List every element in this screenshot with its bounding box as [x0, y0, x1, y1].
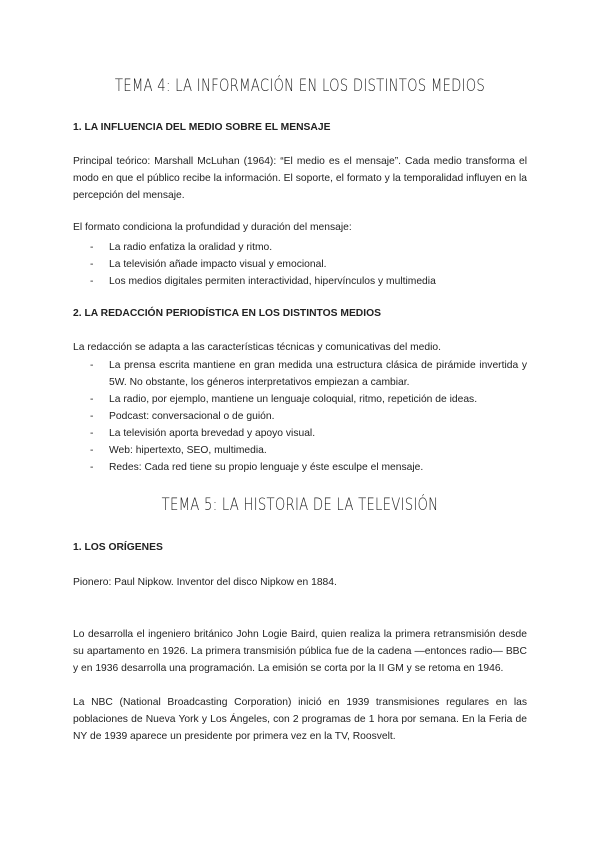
tema4-section1-intro: El formato condiciona la profundidad y duración del mensaje: [73, 222, 352, 233]
tema5-title: TEMA 5: LA HISTORIA DE LA TELEVISIÓN [161, 495, 439, 515]
list-item: - La televisión aporta brevedad y apoyo visual. [90, 428, 316, 439]
tema5-paragraph-baird: Lo desarrolla el ingeniero británico John Logie Baird, quien realiza la primera retransmisión desde su apartamento en 1926. La primera transmisión pública fue de la cadena —entonces radio— BBC y en 1936 desarrolla una programación. La emisión se corta por la II GM y se retoma en 1946. [73, 629, 527, 674]
tema4-section1-heading: 1. LA INFLUENCIA DEL MEDIO SOBRE EL MENSAJE [73, 122, 331, 133]
tema4-section1-bullet-list [90, 239, 527, 290]
tema4-section2-heading: 2. LA REDACCIÓN PERIODÍSTICA EN LOS DISTINTOS MEDIOS [73, 308, 381, 319]
list-item: - La televisión añade impacto visual y emocional. [90, 259, 327, 270]
tema5-pioneer-line: Pionero: Paul Nipkow. Inventor del disco Nipkow en 1884. [73, 577, 337, 588]
tema5-paragraph-nbc: La NBC (National Broadcasting Corporation) inició en 1939 transmisiones regulares en las poblaciones de Nueva York y Los Ángeles, con 2 programas de 1 hora por semana. En la Feria de NY de 1939 aparece un presidente por primera vez en la TV, Roosvelt. [73, 697, 527, 742]
list-item: - Podcast: conversacional o de guión. [90, 411, 275, 422]
list-item: - La radio enfatiza la oralidad y ritmo. [90, 242, 273, 253]
tema4-section2-intro: La redacción se adapta a las características técnicas y comunicativas del medio. [73, 342, 442, 353]
tema4-section2-bullet-list [90, 357, 527, 476]
list-item: - Los medios digitales permiten interactividad, hipervínculos y multimedia [90, 276, 436, 287]
list-item: - La prensa escrita mantiene en gran medida una estructura clásica de pirámide invertida y 5W. No obstante, los géneros interpretativos empiezan a cambiar. [90, 360, 527, 388]
list-item: - La radio, por ejemplo, mantiene un lenguaje coloquial, ritmo, repetición de ideas. [90, 394, 478, 405]
list-item: - Web: hipertexto, SEO, multimedia. [90, 445, 267, 456]
list-item: - Redes: Cada red tiene su propio lenguaje y éste esculpe el mensaje. [90, 462, 424, 473]
tema4-title: TEMA 4: LA INFORMACIÓN EN LOS DISTINTOS MEDIOS [114, 76, 486, 96]
tema4-section1-paragraph: Principal teórico: Marshall McLuhan (1964): “El medio es el mensaje”. Cada medio transforma el modo en que el público recibe la información. El soporte, el formato y la temporalidad influyen en la percepción del mensaje. [73, 156, 527, 201]
tema5-section1-heading: 1. LOS ORÍGENES [73, 542, 163, 553]
